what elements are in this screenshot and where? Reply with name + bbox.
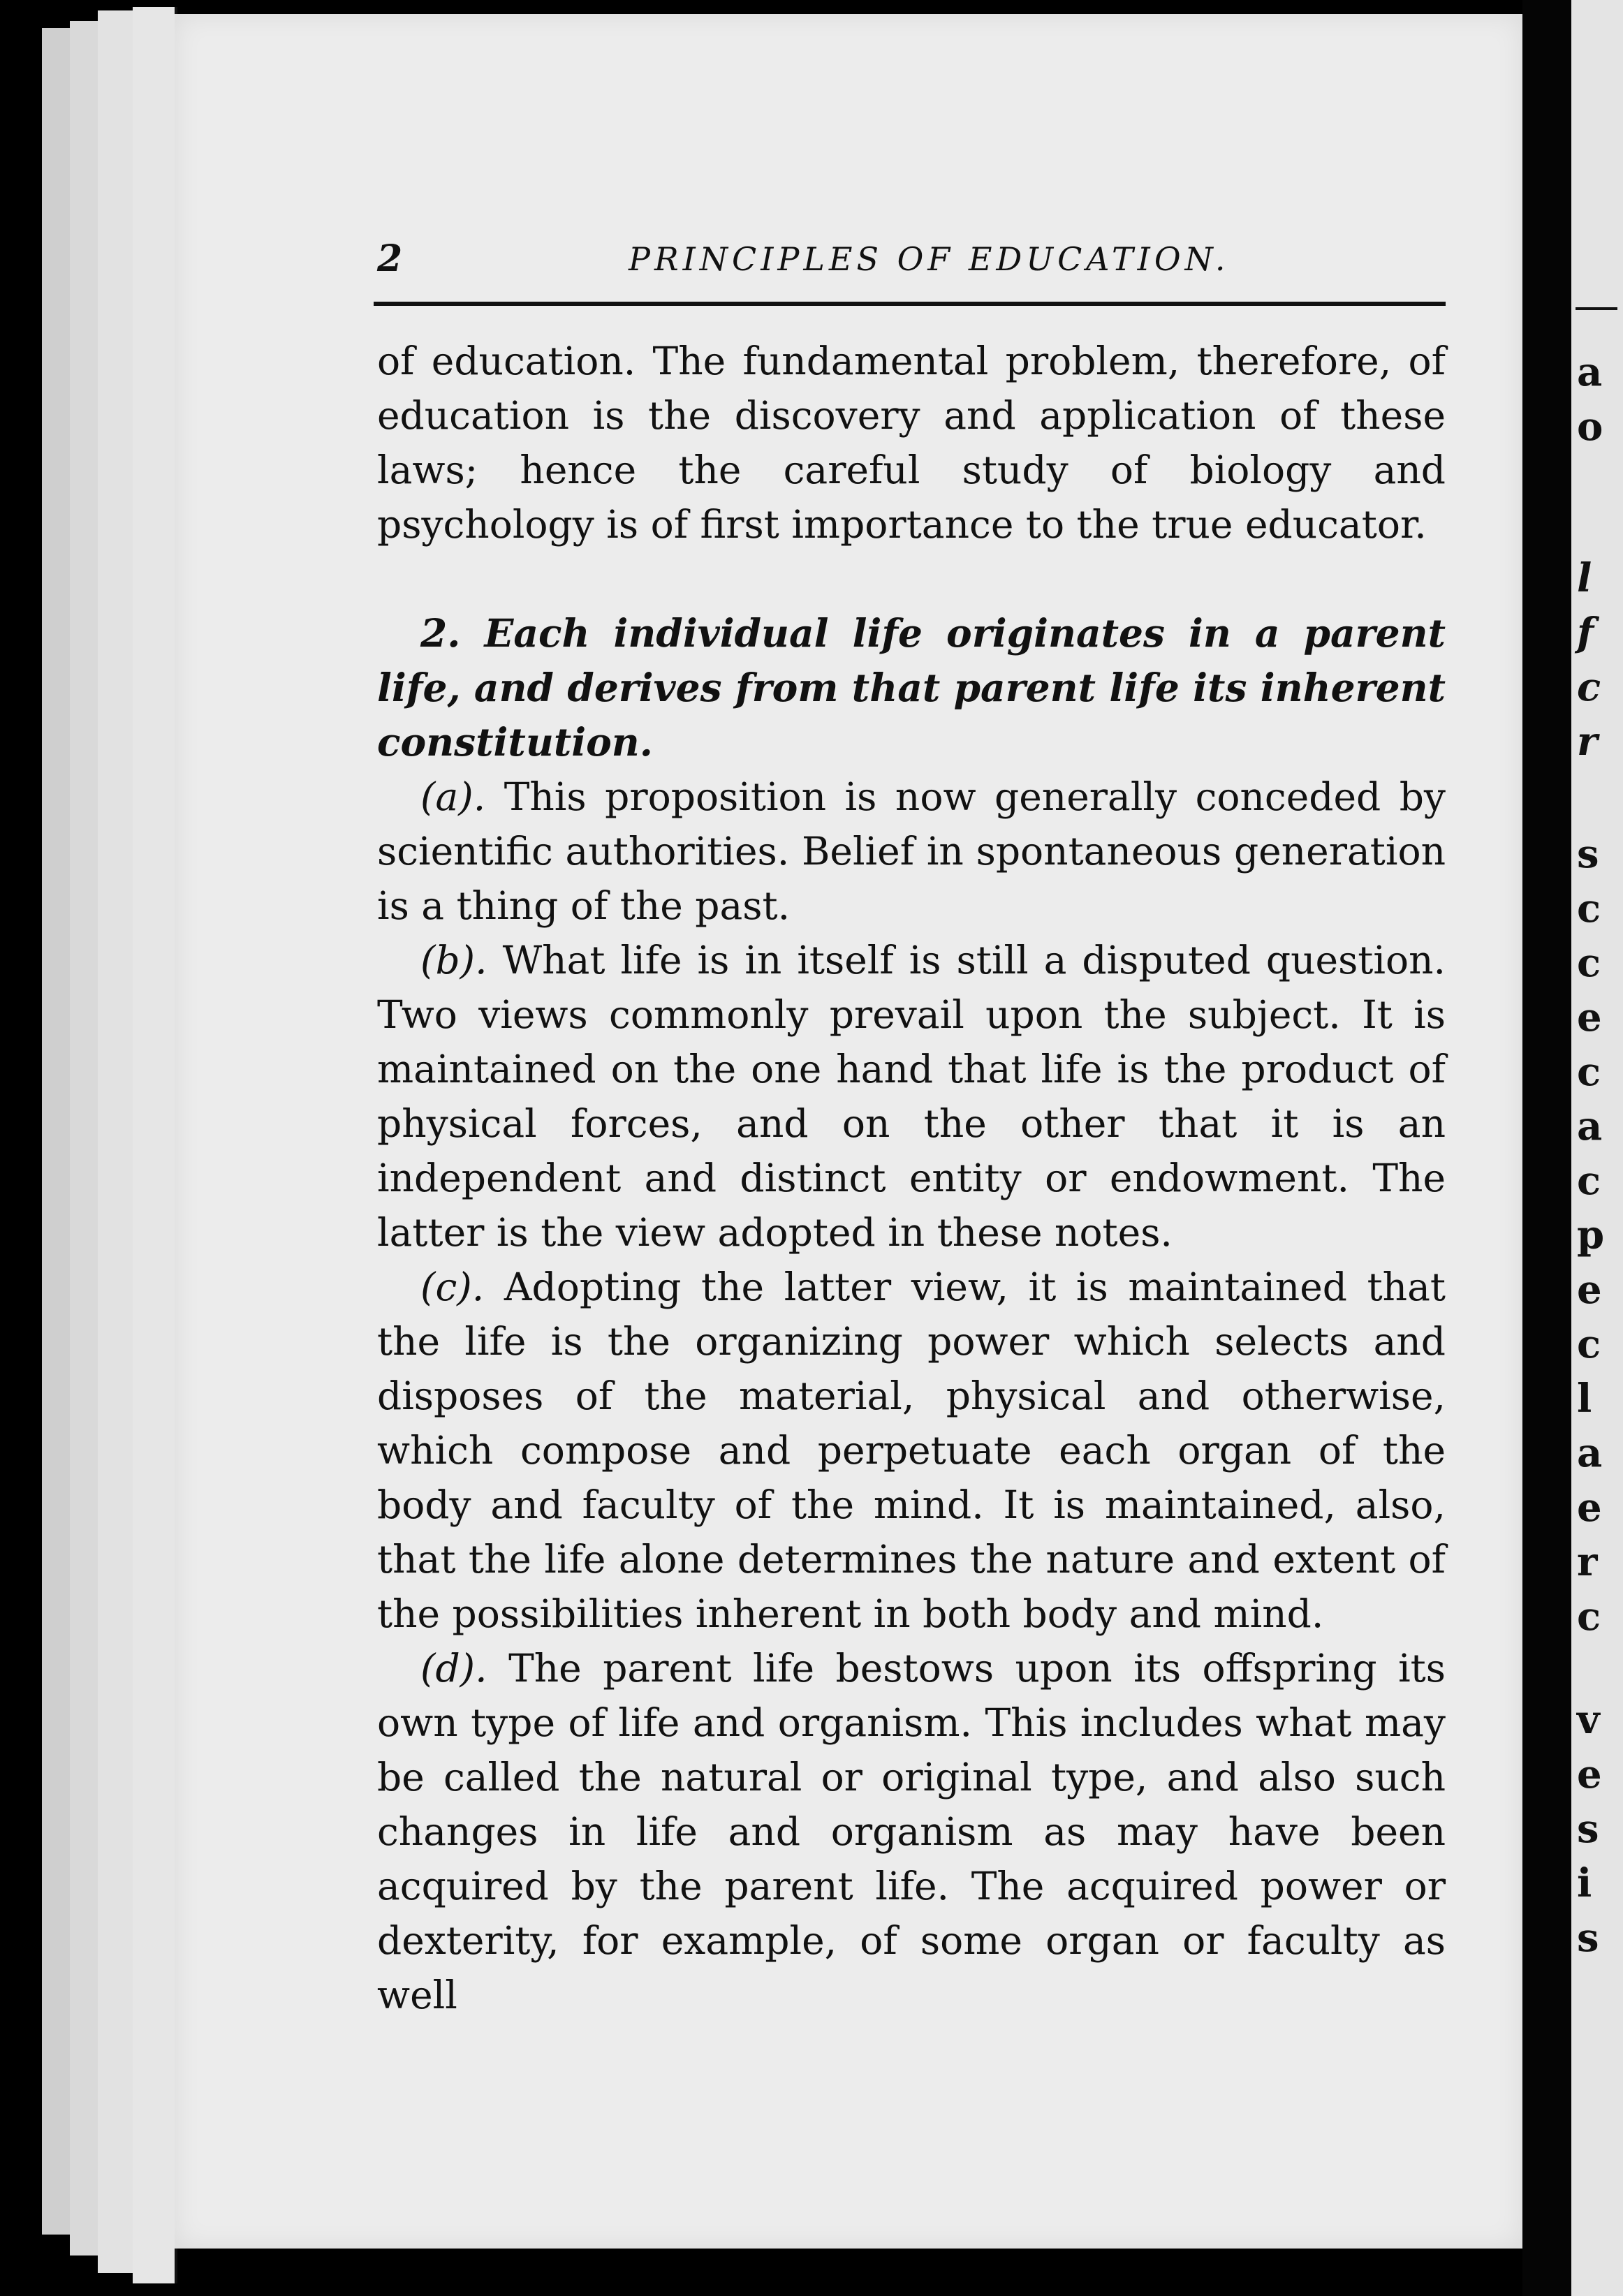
facing-page-fragment: c — [1577, 1321, 1601, 1367]
facing-page-fragment: c — [1577, 1158, 1601, 1204]
item-label-b: (b). — [420, 938, 487, 983]
page-number: 2 — [377, 237, 403, 280]
facing-page-fragment: o — [1577, 404, 1603, 450]
proposition-number: 2. — [420, 610, 461, 656]
item-text-a: This proposition is now generally conceded by scientific authorities. Belief in spontaneous generation is a thing of the past. — [377, 774, 1446, 928]
paragraph-b — [377, 933, 1446, 1260]
facing-page-fragment: c — [1577, 1594, 1601, 1640]
facing-page-fragment: s — [1577, 1806, 1599, 1852]
facing-page-fragment: p — [1577, 1212, 1605, 1258]
facing-page-fragment: s — [1577, 1915, 1599, 1961]
facing-page-fragment: v — [1577, 1697, 1600, 1743]
facing-page-fragment: i — [1577, 1860, 1592, 1906]
facing-page-fragment: r — [1577, 719, 1598, 765]
paragraph-d — [377, 1641, 1446, 2022]
item-label-c: (c). — [420, 1265, 485, 1309]
facing-page-fragment: a — [1577, 1430, 1603, 1476]
item-text-c: Adopting the latter view, it is maintained that the life is the organizing power which selects and disposes of the material, physical and otherwise, which compose and perpetuate each organ of the body and faculty of the mind. It is maintained, also, that the life alone determines the nature and extent of the possibilities inherent in both body and mind. — [377, 1265, 1446, 1636]
item-label-d: (d). — [420, 1646, 487, 1691]
facing-page-fragment: c — [1577, 940, 1601, 986]
facing-page-rule — [1576, 307, 1617, 310]
proposition-text: Each individual life originates in a parent life, and derives from that parent life its inherent constitution. — [377, 610, 1446, 765]
facing-page-fragment: l — [1577, 1376, 1592, 1422]
facing-page-edge — [1571, 0, 1623, 2296]
paragraph-c — [377, 1260, 1446, 1641]
running-title: PRINCIPLES OF EDUCATION. — [629, 240, 1230, 278]
page-edge — [98, 10, 135, 2273]
facing-page-fragment: e — [1577, 1751, 1602, 1797]
facing-page-fragment: f — [1577, 610, 1594, 656]
page-edge — [70, 21, 101, 2255]
page-edge — [42, 28, 73, 2235]
header-rule — [374, 302, 1446, 306]
running-head — [377, 237, 1449, 293]
book-gutter — [1522, 0, 1571, 2296]
proposition-heading — [377, 606, 1446, 770]
facing-page-fragment: a — [1577, 1103, 1603, 1149]
facing-page-fragment: l — [1577, 555, 1592, 601]
paragraph-continued: of education. The fundamental problem, therefore, of education is the discovery and application of these laws; hence the careful study of biology and psychology is of first importance to the true educator. — [377, 339, 1446, 547]
item-text-d: The parent life bestows upon its offspring its own type of life and organism. This includes what may be called the natural or original type, and also such changes in life and organism as may have been acquired by the parent life. The acquired power or dexterity, for example, of some organ or faculty as well — [377, 1646, 1446, 2017]
facing-page-fragment: e — [1577, 1485, 1602, 1531]
facing-page-fragment: r — [1577, 1539, 1598, 1585]
item-text-b: What life is in itself is still a disputed question. Two views commonly prevail upon the subject. It is maintained on the one hand that life is the product of physical forces, and on the other that it is an independent and distinct entity or endowment. The latter is the view adopted in these notes. — [377, 938, 1446, 1255]
facing-page-fragment: e — [1577, 1267, 1602, 1313]
facing-page-fragment: s — [1577, 831, 1599, 877]
facing-page-fragment: a — [1577, 349, 1603, 395]
paragraph-a — [377, 770, 1446, 933]
facing-page-fragment: e — [1577, 994, 1602, 1040]
item-label-a: (a). — [420, 774, 486, 819]
page-edge — [133, 7, 177, 2283]
facing-page-fragment: c — [1577, 664, 1601, 710]
page-text — [377, 334, 1446, 2022]
facing-page-fragment: c — [1577, 1049, 1601, 1095]
facing-page-fragment: c — [1577, 885, 1601, 932]
